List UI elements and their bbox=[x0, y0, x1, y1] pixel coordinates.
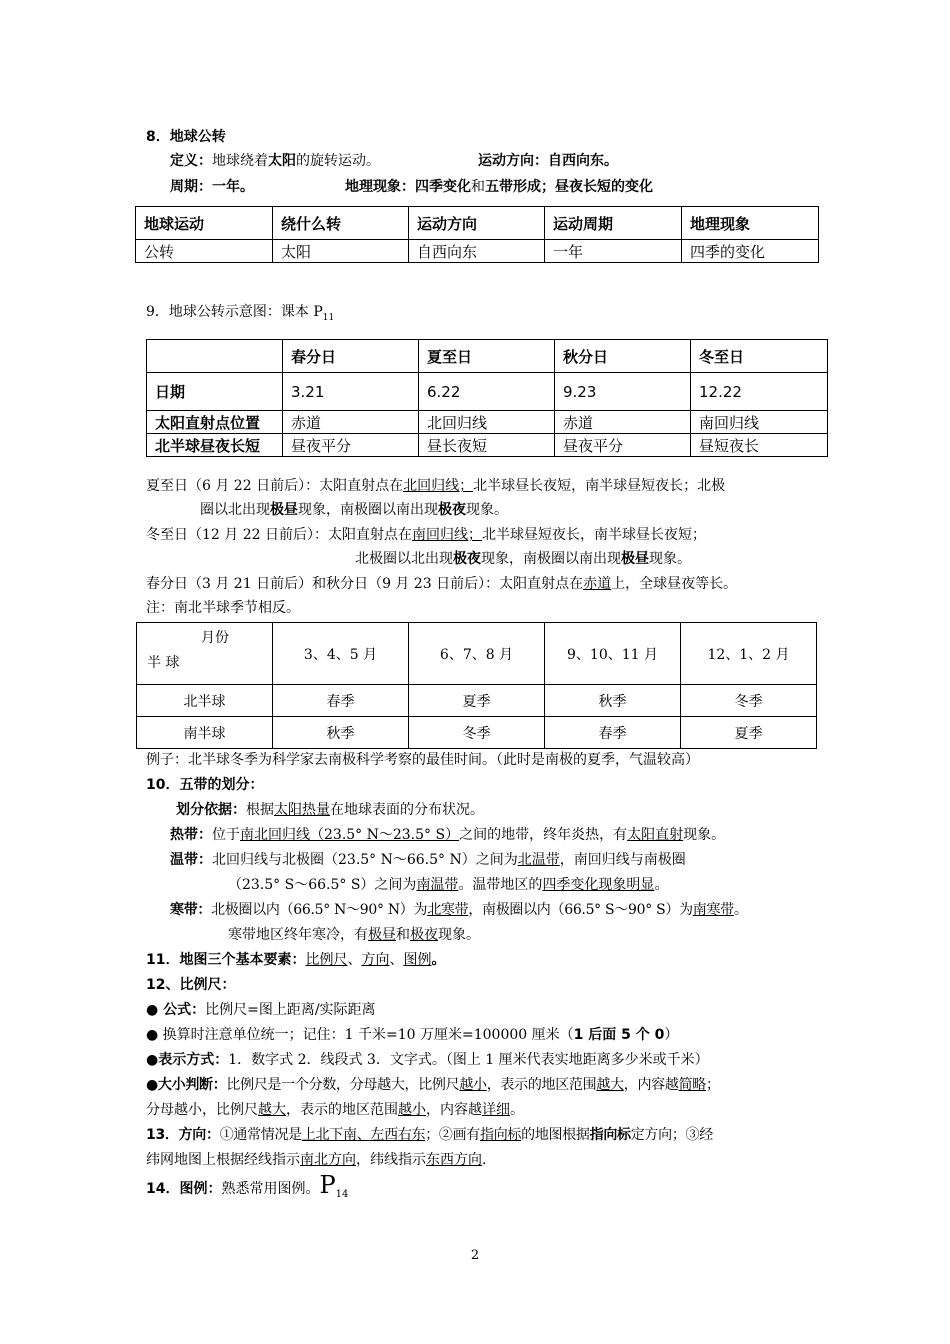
table-row-label: 日期 bbox=[147, 373, 283, 411]
seasons-note: 注：南北半球季节相反。 bbox=[146, 600, 300, 616]
table-cell: 9.23 bbox=[555, 373, 691, 411]
summer-solstice-line-2: 圈以北出现极昼现象，南极圈以南出现极夜现象。 bbox=[200, 502, 508, 518]
table-cell: 四季的变化 bbox=[682, 240, 819, 263]
temperate-zone-line: 温带：北回归线与北极圈（23.5° N～66.5° N）之间为北温带，南回归线与南极圈 bbox=[170, 852, 686, 868]
zones-basis: 划分依据：根据太阳热量在地球表面的分布状况。 bbox=[176, 802, 484, 818]
section-13-line-2: 纬网地图上根据经线指示南北方向，纬线指示东西方向. bbox=[146, 1152, 487, 1168]
table-cell: 公转 bbox=[136, 240, 273, 263]
s8-phenomena: 地理现象：四季变化和五带形成；昼夜长短的变化 bbox=[345, 179, 653, 195]
table-cell: 6.22 bbox=[419, 373, 555, 411]
table-header: 12、1、2 月 bbox=[681, 623, 817, 685]
winter-solstice-line-2: 北极圈以北出现极夜现象，南极圈以南出现极昼现象。 bbox=[355, 551, 691, 567]
table-cell: 秋季 bbox=[273, 717, 409, 749]
table-header: 春分日 bbox=[283, 340, 419, 373]
table-cell: 夏季 bbox=[409, 685, 545, 717]
table-cell: 昼长夜短 bbox=[419, 434, 555, 457]
section-10-title: 10．五带的划分： bbox=[146, 777, 264, 793]
temperate-zone-line-2: （23.5° S～66.5° S）之间为南温带。温带地区的四季变化现象明显。 bbox=[228, 877, 669, 893]
s8-period: 周期：一年。 bbox=[170, 179, 254, 195]
page-number: 2 bbox=[470, 1248, 480, 1263]
table-cell: 太阳 bbox=[273, 240, 409, 263]
equinox-line: 春分日（3 月 21 日前后）和秋分日（9 月 23 日前后）：太阳直射点在赤道上，全球昼夜等长。 bbox=[146, 576, 738, 592]
section-12-title: 12、比例尺： bbox=[146, 977, 236, 993]
table-corner: 月份 半 球 bbox=[137, 623, 273, 685]
table-cell: 冬季 bbox=[681, 685, 817, 717]
table-cell: 夏季 bbox=[681, 717, 817, 749]
section-14-line: 14．图例：熟悉常用图例。$P_{14}$ bbox=[146, 1171, 349, 1200]
table-header: 地球运动 bbox=[136, 207, 273, 240]
table-cell: 春季 bbox=[545, 717, 681, 749]
table-cell: 12.22 bbox=[691, 373, 828, 411]
table-row-label: 北半球昼夜长短 bbox=[147, 434, 283, 457]
table-header bbox=[147, 340, 283, 373]
table-cell: 北回归线 bbox=[419, 411, 555, 434]
tropical-zone-line: 热带：位于南北回归线（23.5° N～23.5° S）之间的地带，终年炎热，有太阳直射现象。 bbox=[170, 827, 726, 843]
table-cell: 昼夜平分 bbox=[555, 434, 691, 457]
table-cell: 赤道 bbox=[555, 411, 691, 434]
table-header: 秋分日 bbox=[555, 340, 691, 373]
section-13-line: 13．方向：①通常情况是上北下南、左西右东；②画有指向标的地图根据指向标定方向；③经 bbox=[146, 1127, 713, 1143]
section-8-title: 8．地球公转 bbox=[146, 129, 226, 145]
table-row-label: 太阳直射点位置 bbox=[147, 411, 283, 434]
scale-conversion: ● 换算时注意单位统一；记住：1 千米=10 万厘米=100000 厘米（1 后面 5 个 0） bbox=[146, 1027, 679, 1043]
table-cell: 3.21 bbox=[283, 373, 419, 411]
table-header: 9、10、11 月 bbox=[545, 623, 681, 685]
table-cell: 秋季 bbox=[545, 685, 681, 717]
table-header: 运动方向 bbox=[409, 207, 545, 240]
revolution-table bbox=[135, 206, 819, 263]
table-header: 3、4、5 月 bbox=[273, 623, 409, 685]
winter-solstice-line: 冬至日（12 月 22 日前后）：太阳直射点在南回归线；北半球昼短夜长，南半球昼长夜短； bbox=[146, 527, 706, 543]
table-header: 运动周期 bbox=[545, 207, 682, 240]
section-11-title: 11．地图三个基本要素：比例尺、方向、图例。 bbox=[146, 952, 446, 968]
s8-direction: 运动方向：自西向东。 bbox=[478, 153, 618, 169]
table-cell: 南回归线 bbox=[691, 411, 828, 434]
table-cell: 昼短夜长 bbox=[691, 434, 828, 457]
seasons-table bbox=[136, 622, 817, 749]
table-header: 6、7、8 月 bbox=[409, 623, 545, 685]
s8-definition: 定义：地球绕着太阳的旋转运动。 bbox=[170, 153, 380, 169]
table-row-label: 北半球 bbox=[137, 685, 273, 717]
frigid-zone-line-2: 寒带地区终年寒冷，有极昼和极夜现象。 bbox=[228, 927, 480, 943]
table-header: 夏至日 bbox=[419, 340, 555, 373]
table-cell: 冬季 bbox=[409, 717, 545, 749]
table-cell: 昼夜平分 bbox=[283, 434, 419, 457]
section-9-title: 9．地球公转示意图：课本 $P_{11}$ bbox=[146, 304, 335, 323]
table-cell: 一年 bbox=[545, 240, 682, 263]
scale-size-line: ●大小判断：比例尺是一个分数，分母越大，比例尺越小，表示的地区范围越大，内容越简略； bbox=[146, 1077, 720, 1093]
table-header: 冬至日 bbox=[691, 340, 828, 373]
table-header: 绕什么转 bbox=[273, 207, 409, 240]
example-text: 例子：北半球冬季为科学家去南极科学考察的最佳时间。（此时是南极的夏季，气温较高） bbox=[146, 752, 699, 768]
scale-size-line-2: 分母越小，比例尺越大，表示的地区范围越小，内容越详细。 bbox=[146, 1102, 524, 1118]
table-header: 地理现象 bbox=[682, 207, 819, 240]
solar-terms-table bbox=[146, 339, 828, 457]
table-cell: 赤道 bbox=[283, 411, 419, 434]
table-row-label: 南半球 bbox=[137, 717, 273, 749]
table-cell: 春季 bbox=[273, 685, 409, 717]
summer-solstice-line: 夏至日（6 月 22 日前后）：太阳直射点在北回归线；北半球昼长夜短，南半球昼短夜长；北极 bbox=[146, 478, 726, 494]
frigid-zone-line: 寒带：北极圈以内（66.5° N～90° N）为北寒带，南极圈以内（66.5° S～90° S）为南寒带。 bbox=[170, 902, 748, 918]
table-cell: 自西向东 bbox=[409, 240, 545, 263]
scale-expression: ●表示方式：1．数字式 2．线段式 3．文字式。（图上 1 厘米代表实地距离多少米或千米） bbox=[146, 1052, 709, 1068]
scale-formula: ● 公式：比例尺=图上距离/实际距离 bbox=[146, 1002, 376, 1018]
